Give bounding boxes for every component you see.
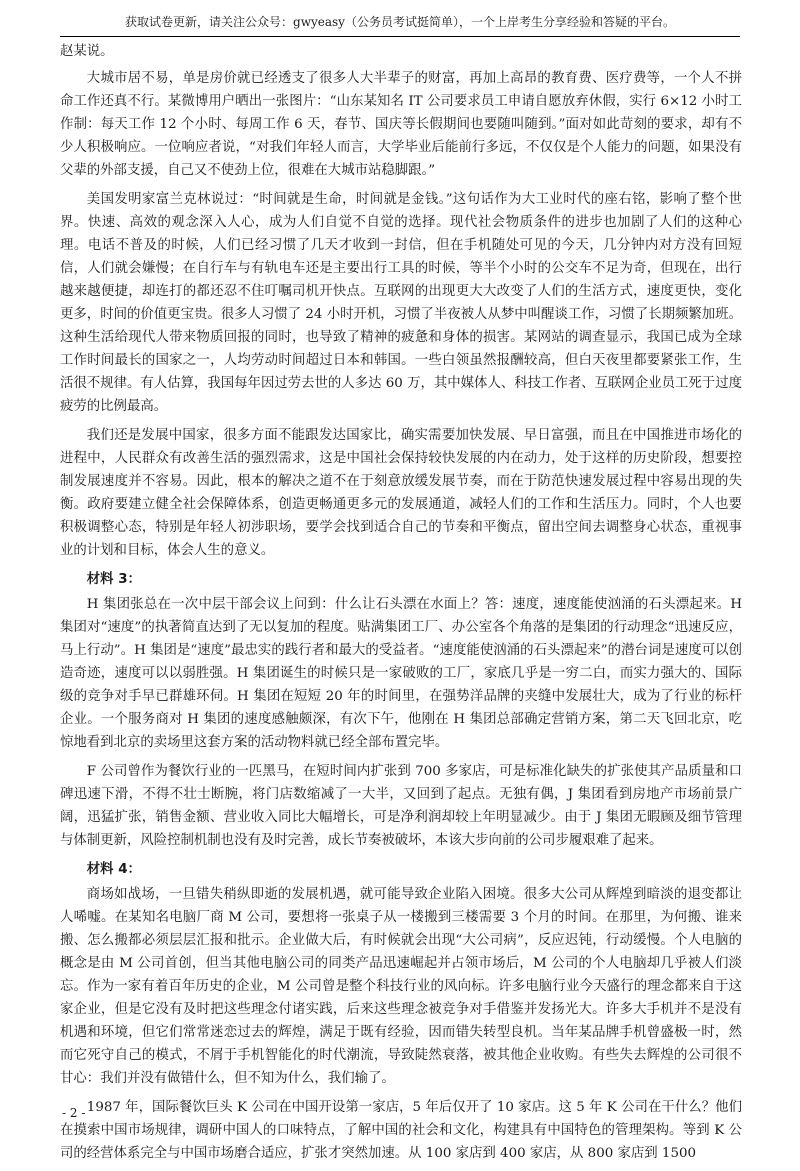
paragraph: F 公司曾作为餐饮行业的一匹黑马，在短时间内扩张到 700 多家店，可是标准化缺失的扩张使其产品质量和口碑迅速下滑，不得不壮士断腕，将门店数缩减了一大半，又回到了起点。无独有偶，J 集团看到房地产市场前景广阔，迅猛扩张，销售金额、营业收入同比大幅增长，可是净利润却较上年明显减少。由于 J 集团无暇顾及细节管理与体制更新，风险控制机制也没有及时完善，成长节奏被破坏，本该大步向前的公司步履艰难了起来。 [60,764,742,848]
paragraph: 赵某说。 [60,44,114,59]
header-rule [60,36,740,37]
paragraph: 美国发明家富兰克林说过：“时间就是生命，时间就是金钱。”这句话作为大工业时代的座右铭，影响了整个世界。快速、高效的观念深入人心，成为人们自觉不自觉的选择。现代社会物质条件的进步也加剧了人们的这种心理。电话不普及的时候，人们已经习惯了几天才收到一封信，但在手机随处可见的今天，几分钟内对方没有回短信，人们就会嫌慢；在自行车与有轨电车还是主要出行工具的时候，等半个小时的公交车不足为奇，但现在，出行越来越便捷，却连打的都还忍不住叮嘱司机开快点。互联网的出现更大大改变了人们的生活方式，速度更快，变化更多，时间的价值更宝贵。很多人习惯了 24 小时开机，习惯了半夜被人从梦中叫醒谈工作，习惯了长期频繁加班。这种生活给现代人带来物质回报的同时，也导致了精神的疲惫和身体的损害。某网站的调查显示，我国已成为全球工作时间最长的国家之一，人均劳动时间超过日本和韩国。一些白领虽然报酬较高，但白天夜里都要紧张工作，生活很不规律。有人估算，我国每年因过劳去世的人多达 60 万，其中媒体人、科技工作者、互联网企业员工死于过度疲劳的比例最高。 [60,192,742,414]
header-text: 获取试卷更新，请关注公众号：gwyeasy（公务员考试挺简单），一个上岸考生分享经验和答疑的平台。 [125,15,675,29]
document-body [60,40,742,1171]
paragraph: H 集团张总在一次中层干部会议上问到：什么让石头漂在水面上？答：速度，速度能使汹涌的石头漂起来。H 集团对“速度”的执著简直达到了无以复加的程度。贴满集团工厂、办公室各个角落的是集团的行动理念“迅速反应，马上行动”。H 集团是“速度”最忠实的践行者和最大的受益者。“速度能使汹涌的石头漂起来”的潜台词是速度可以创造奇迹，速度可以以弱胜强。H 集团诞生的时候只是一家破败的工厂，家底几乎是一穷二白，而实力强大的、国际级的竞争对手早已群雄环伺。H 集团在短短 20 年的时间里，在强势洋品牌的夹缝中发展壮大，成为了行业的标杆企业。一个服务商对 H 集团的速度感触颇深，有次下午，他刚在 H 集团总部确定营销方案，第二天飞回北京，吃惊地看到北京的卖场里这套方案的活动物料就已经全部布置完毕。 [60,597,742,750]
paragraph: 我们还是发展中国家，很多方面不能跟发达国家比，确实需要加快发展、早日富强，而且在中国推进市场化的进程中，人民群众有改善生活的强烈需求，这是中国社会保持较快发展的内在动力，处于这样的历史阶段，想要控制发展速度并不容易。因此，根本的解决之道不在于刻意放缓发展节奏，而在于防范快速发展过程中容易出现的失衡。政府要建立健全社会保障体系，创造更畅通更多元的发展通道，减轻人们的工作和生活压力。同时，个人也要积极调整心态，特别是年轻人初涉职场，要学会找到适合自己的节奏和平衡点，留出空间去调整身心状态，重视事业的计划和目标，体会人生的意义。 [60,428,742,558]
section-heading-material-4: 材料 4： [86,862,141,877]
section-heading-material-3: 材料 3： [86,572,141,587]
page-number: - 2 - [62,1106,86,1120]
paragraph: 1987 年，国际餐饮巨头 K 公司在中国开设第一家店，5 年后仅开了 10 家店。这 5 年 K 公司在干什么？他们在摸索中国市场规律，调研中国人的口味特点，了解中国的社会和文化，构建具有中国特色的管理架构。等到 K 公司的经营体系完全与中国市场磨合适应，扩张才突然加速。从 100 家店到 400 家店，从 800 家店到 1500 [60,1100,742,1161]
page-header [0,14,800,30]
paragraph: 商场如战场，一旦错失稍纵即逝的发展机遇，就可能导致企业陷入困境。很多大公司从辉煌到暗淡的退变都让人唏嘘。在某知名电脑厂商 M 公司，要想将一张桌子从一楼搬到三楼需要 3 个月的时间。在那里，为何搬、谁来搬、怎么搬都必须层层汇报和批示。企业做大后，有时候就会出现“大公司病”，反应迟钝，行动缓慢。个人电脑的概念是由 M 公司首创，但当其他电脑公司的同类产品迅速崛起并占领市场后，M 公司的个人电脑却几乎被人们淡忘。作为一家有着百年历史的企业，M 公司曾是整个科技行业的风向标。许多电脑行业今天盛行的理念都来自于这家企业，但是它没有及时把这些理念付诸实践，后来这些理念被竞争对手借鉴并发扬光大。许多大手机并不是没有机遇和环境，但它们常常迷恋过去的辉煌，满足于既有经验，因而错失转型良机。当年某品牌手机曾盛极一时，然而它死守自己的模式，不屑于手机智能化的时代潮流，导致陡然衰落，被其他企业收购。有些失去辉煌的公司很不甘心：我们并没有做错什么，但不知为什么，我们输了。 [60,887,742,1086]
paragraph: 大城市居不易，单是房价就已经透支了很多人大半辈子的财富，再加上高昂的教育费、医疗费等，一个人不拼命工作还真不行。某微博用户晒出一张图片：“山东某知名 IT 公司要求员工申请自愿放弃休假，实行 6×12 小时工作制：每天工作 12 个小时、每周工作 6 天，春节、国庆等长假期间也要随叫随到。”面对如此苛刻的要求，却有不少人积极响应。一位响应者说，“对我们年轻人而言，大学毕业后能前行多远，不仅仅是个人能力的问题，如果没有父辈的外部支援，自己又不使劲上位，很难在大城市站稳脚跟。” [60,71,742,178]
